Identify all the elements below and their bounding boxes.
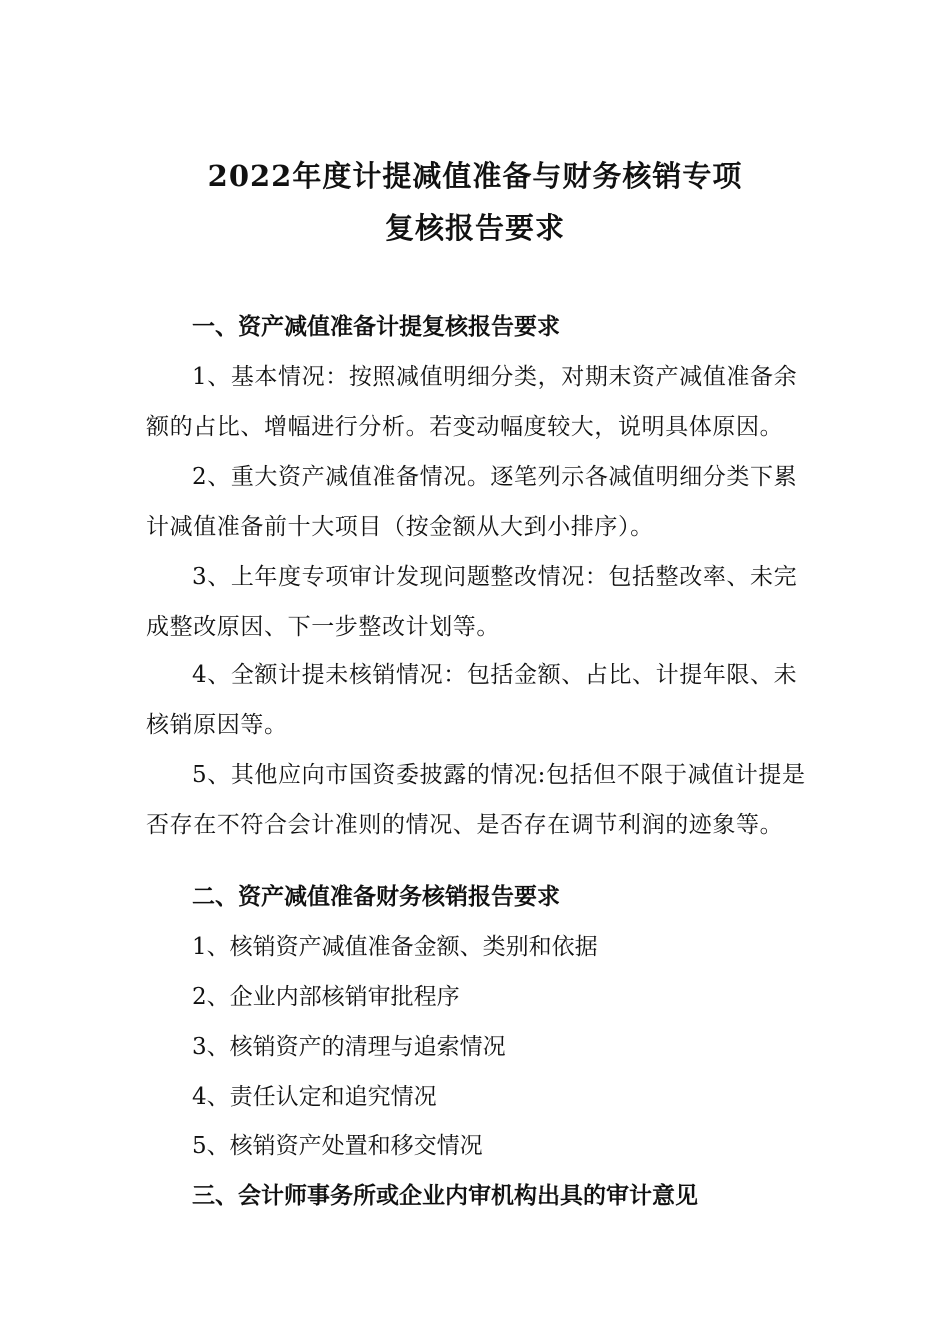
section1-paragraph-4: 4、全额计提未核销情况：包括金额、占比、计提年限、未核销原因等。 — [146, 662, 798, 738]
section2-item-4: 4、责任认定和追究情况 — [192, 1084, 437, 1110]
section1-paragraph-5: 5、其他应向市国资委披露的情况:包括但不限于减值计提是否存在不符合会计准则的情况、是否存在调节利润的迹象等。 — [146, 762, 806, 838]
section2-item-5: 5、核销资产处置和移交情况 — [192, 1133, 483, 1159]
section2-item-2: 2、企业内部核销审批程序 — [192, 984, 460, 1010]
section2-item-1: 1、核销资产减值准备金额、类别和依据 — [192, 934, 598, 960]
section1-paragraph-3: 3、上年度专项审计发现问题整改情况：包括整改率、未完成整改原因、下一步整改计划等。 — [146, 564, 798, 640]
document-title-line2: 复核报告要求 — [384, 211, 565, 245]
section3-heading: 三、会计师事务所或企业内审机构出具的审计意见 — [192, 1182, 698, 1209]
section1-paragraph-2: 2、重大资产减值准备情况。逐笔列示各减值明细分类下累计减值准备前十大项目（按金额从大到小排序）。 — [146, 464, 798, 540]
section1-heading: 一、资产减值准备计提复核报告要求 — [192, 313, 560, 340]
section2-heading: 二、资产减值准备财务核销报告要求 — [192, 883, 560, 910]
document-title-line1: 2022年度计提减值准备与财务核销专项 — [207, 159, 743, 193]
section1-paragraph-1: 1、基本情况：按照减值明细分类，对期末资产减值准备余额的占比、增幅进行分析。若变动幅度较大，说明具体原因。 — [146, 364, 798, 440]
section2-item-3: 3、核销资产的清理与追索情况 — [192, 1034, 506, 1060]
